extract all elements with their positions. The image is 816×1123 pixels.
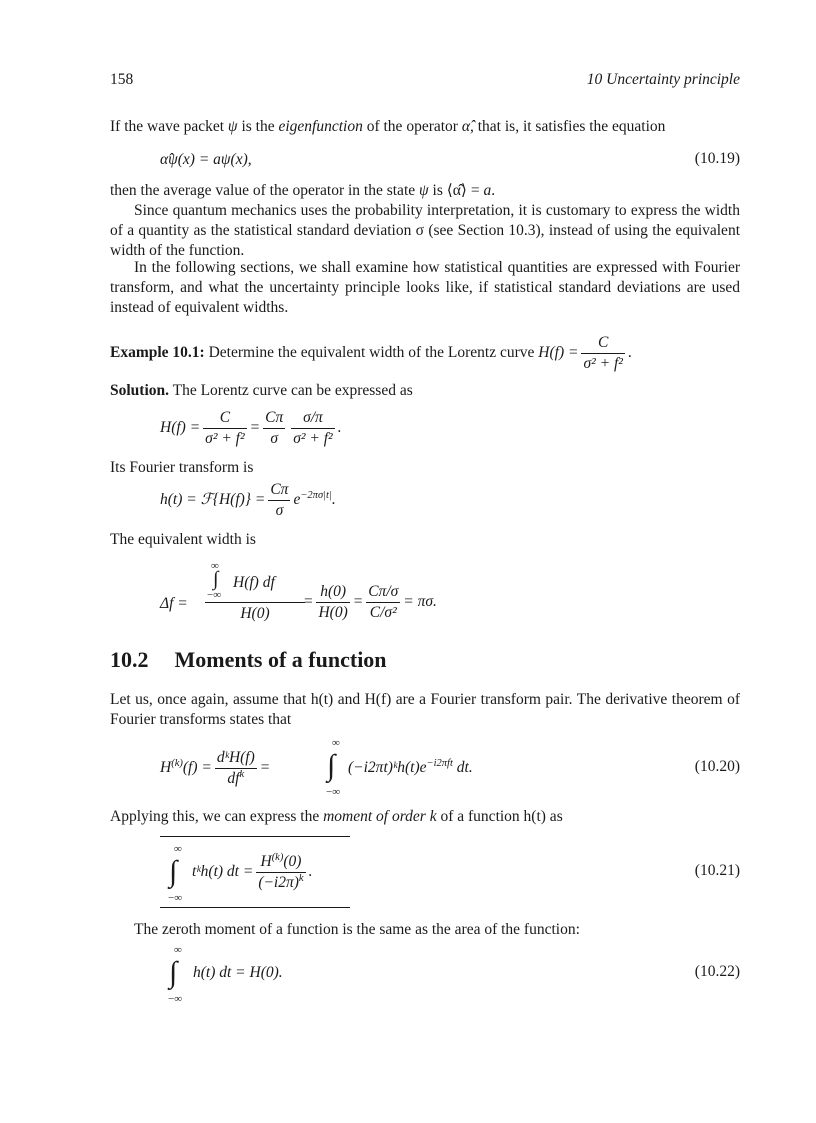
after-text: then the average value of the operator in the state [110,182,420,199]
zeroth-moment-line: The zeroth moment of a function is the same as the area of the function: [134,921,580,938]
eq-lhs: H [160,759,172,776]
integrand: tᵏh(t) dt = [192,863,254,880]
integral-sign: ∫ [169,956,178,989]
differential: dt. [452,759,473,776]
fraction-denominator: σ² + f² [205,429,245,447]
example-label: Example 10.1: [110,344,205,361]
box-top-rule [160,836,350,837]
equation-10-20-integrand [348,758,473,778]
equation-10-21 [192,852,312,892]
example-fraction [581,334,624,373]
fraction-denominator: σ² + f² [583,354,623,372]
section-number: 10.2 [110,647,149,672]
fraction-denominator: σ [268,500,290,520]
numerator-text: H [260,852,272,870]
fraction-numerator: σ/π [303,408,323,426]
integral-sign: ∫ [327,749,336,782]
equals-sign: = [249,419,261,436]
paragraph-following-sections: In the following sections, we shall examine how statistical quantities are expressed with Fourier transform, and what the uncertainty principle looks like, if statistical standard deviations are used instead of equivalent widths. [110,259,740,316]
equals-sign: = [352,593,364,610]
paragraph-standard-deviation: Since quantum mechanics uses the probability interpretation, it is customary to express the width of a quantity as the statistical standard deviation σ (see Section 10.3), instead of using the equivalent width of the function. [110,202,740,259]
solution-label: Solution. [110,382,170,399]
fraction-denominator [256,872,305,892]
denominator-text: df [227,769,240,787]
integral-lower-limit: −∞ [207,589,222,601]
moment-text: of a function h(t) as [436,808,563,825]
section-heading [110,647,387,673]
superscript: k [298,872,304,884]
fraction [268,481,290,520]
equation-fourier [160,480,336,520]
eigenfunction-term: eigenfunction [278,118,363,135]
integral-upper-limit: ∞ [174,843,182,855]
equals-sign: = [303,593,314,610]
fraction-denominator: H(0) [318,603,348,621]
fraction-numerator [205,562,305,602]
fourier-intro: Its Fourier transform is [110,459,254,476]
fraction [203,409,246,448]
integral-upper-limit: ∞ [332,737,340,749]
average-value-line [110,181,495,201]
fraction-numerator: C [598,333,609,351]
a-symbol: a [483,182,492,199]
eq-lhs: h(t) = ℱ{H(f)} = [160,491,266,508]
equation-number-10-19: (10.19) [694,150,740,167]
example-10-1 [110,333,632,373]
running-title: 10 Uncertainty principle [586,71,740,88]
fraction-denominator: C/σ² [366,602,400,622]
eq-lhs: (f) = [182,759,212,776]
equation-width-rhs [303,582,437,622]
fraction [256,853,305,892]
integral-sign: ∫ [213,568,219,590]
fraction-denominator: H(0) [205,602,305,624]
box-bottom-rule [160,907,350,908]
integrand: H(f) df [233,574,275,591]
fraction-numerator: C [219,408,231,426]
fraction-numerator: Cπ [270,480,289,498]
punctuation: . [627,344,632,361]
intro-line [110,117,665,137]
denominator-text: (−i2π) [258,873,299,891]
fraction [366,583,400,622]
width-big-fraction [205,562,305,624]
integral-sign: ∫ [169,855,178,888]
superscript: (k) [271,851,284,863]
equation-10-22: h(t) dt = H(0). [193,964,283,981]
integrand: (−i2πt)ᵏh(t)e [348,759,427,776]
punctuation: . [308,863,313,880]
fraction-numerator: h(0) [320,582,347,600]
equation-lorentz [160,408,342,448]
example-text: Determine the equivalent width of the Lorentz curve [204,344,539,361]
integral-upper-limit: ∞ [174,944,182,956]
paragraph-moments: Let us, once again, assume that h(t) and H(f) are a Fourier transform pair. The derivative theorem of Fourier transforms states that [110,691,740,728]
equation-width-lhs: Δf = [160,595,188,612]
fraction-numerator: Cπ/σ [368,582,399,600]
numerator-arg: (0) [283,852,302,870]
section-title: Moments of a function [174,647,387,672]
moment-text: Applying this, we can express the [110,808,324,825]
equation-10-19: α̂ψ(x) = aψ(x), [160,151,252,168]
fraction-denominator: σ [263,428,285,448]
superscript: (k) [171,757,183,769]
integral-lower-limit: −∞ [326,786,341,798]
moment-intro [110,807,563,827]
solution-text: The Lorentz curve can be expressed as [169,382,413,399]
solution-line [110,381,413,401]
fraction [316,583,349,622]
intro-text: , that is, it satisfies the equation [469,118,666,135]
equation-number-10-20: (10.20) [694,758,740,775]
fraction [291,409,334,448]
fraction-denominator [215,768,257,788]
exp-base: e [293,491,301,508]
equation-10-20 [160,748,270,788]
fraction [215,749,257,788]
example-lhs: H(f) = [538,344,579,361]
equals-sign: = [259,759,271,776]
intro-text: is the [237,118,279,135]
equation-number-10-21: (10.21) [694,862,740,879]
equation-number-10-22: (10.22) [694,963,740,980]
punctuation: . [337,419,342,436]
fraction [263,409,285,448]
integral-lower-limit: −∞ [168,892,183,904]
exp-power: −2πσ|t| [300,489,332,501]
exp-power: −i2πft [426,757,453,769]
moment-term: moment of order k [323,808,437,825]
fraction-numerator: dᵏH(f) [216,748,255,766]
after-text: is ⟨α̂⟩ = [428,182,484,199]
psi-symbol: ψ [419,182,429,199]
superscript: k [239,768,245,780]
result: = πσ. [403,593,437,610]
fraction-numerator: Cπ [265,408,284,426]
width-intro: The equivalent width is [110,531,256,548]
punctuation: . [331,491,336,508]
eq-lhs: H(f) = [160,419,201,436]
fraction-denominator: σ² + f² [293,429,333,447]
integral-upper-limit: ∞ [211,560,219,572]
after-text: . [491,182,496,199]
integral-lower-limit: −∞ [168,993,183,1005]
psi-symbol: ψ [227,118,238,135]
page-number: 158 [110,71,134,88]
intro-text: If the wave packet [110,118,228,135]
intro-text: of the operator [362,118,462,135]
alpha-hat-symbol: α̂ [461,118,470,135]
fraction-numerator [256,853,305,872]
